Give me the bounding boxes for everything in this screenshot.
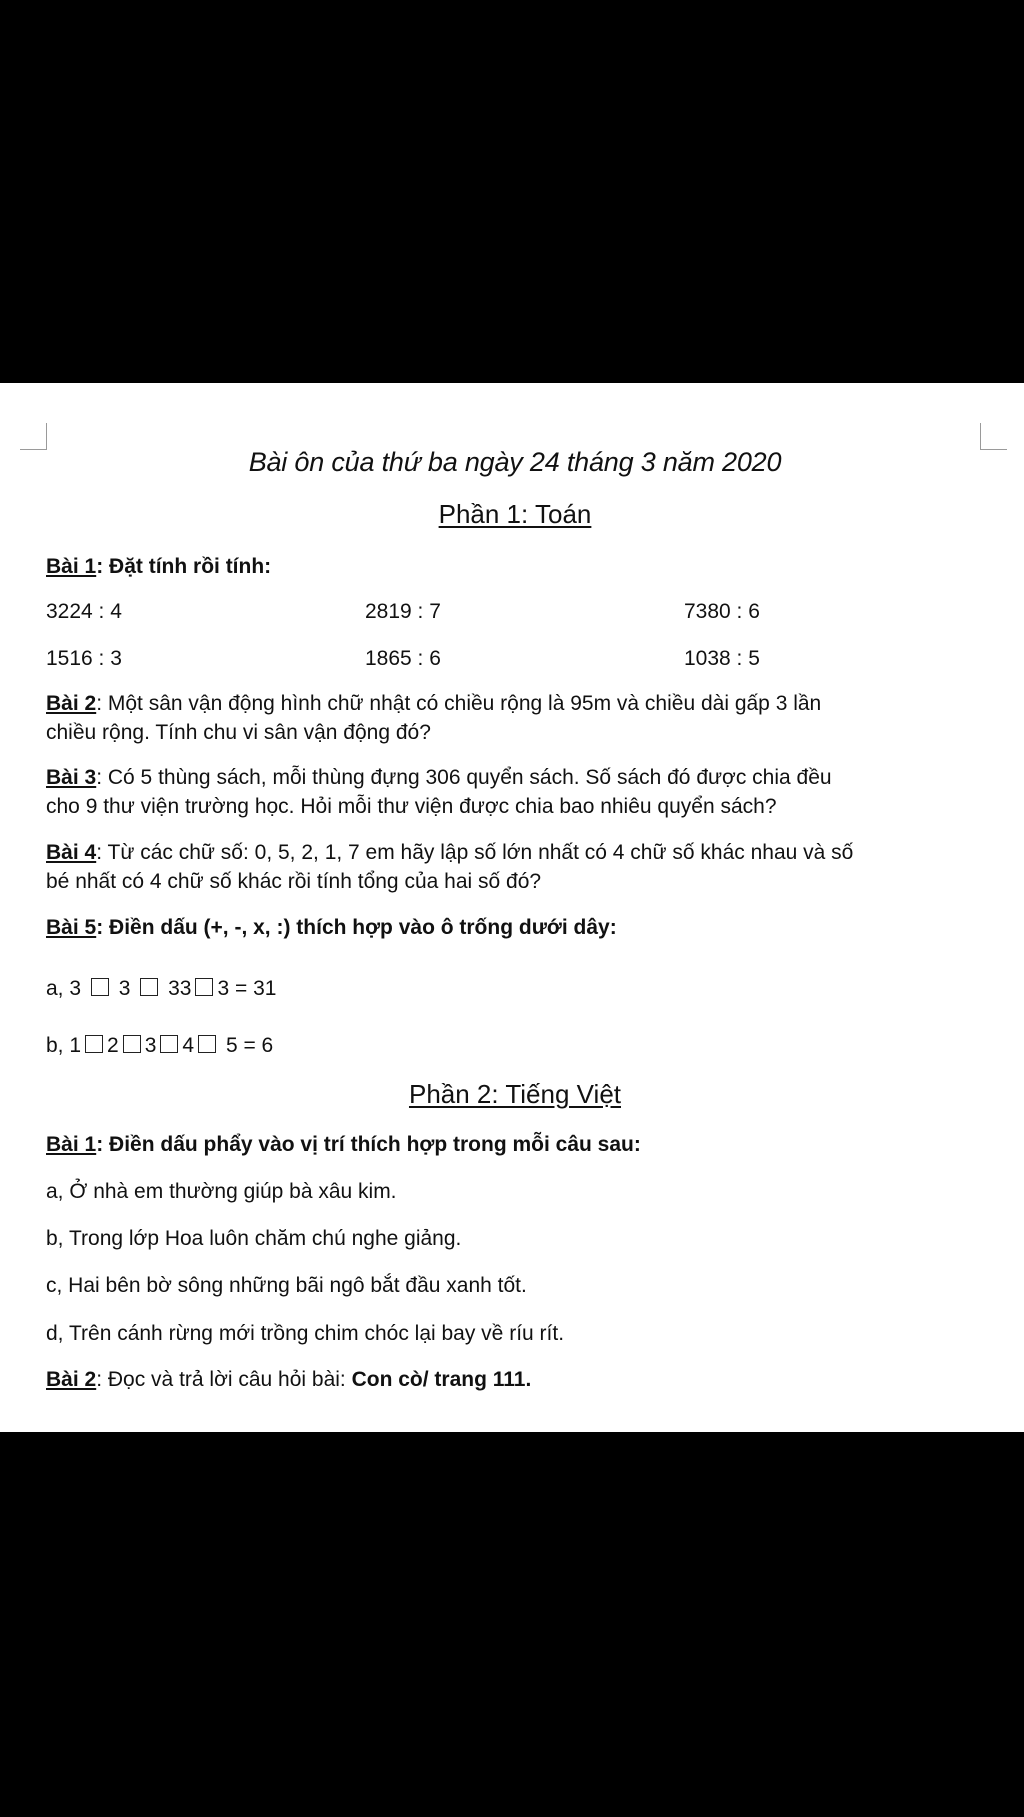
reading-title: Con cò/ trang 111. xyxy=(351,1368,532,1391)
equation-term: 33 xyxy=(168,977,192,1000)
exercise-text: : Điền dấu phẩy vào vị trí thích hợp trong mỗi câu sau: xyxy=(96,1133,641,1156)
equation-term: 3 = 31 xyxy=(217,977,277,1000)
exercise-1-math xyxy=(46,553,271,581)
exercise-text: : Từ các chữ số: 0, 5, 2, 1, 7 em hãy lập số lớn nhất có 4 chữ số khác nhau và số xyxy=(96,841,854,864)
exercise-text: : Điền dấu (+, -, x, :) thích hợp vào ô trống dưới dây: xyxy=(96,916,617,939)
document-page xyxy=(0,383,1024,1432)
equation-term: 5 = 6 xyxy=(225,1034,274,1057)
exercise-5-math xyxy=(46,914,617,942)
blank-box[interactable] xyxy=(160,1035,178,1053)
exercise-label: Bài 2 xyxy=(46,1368,97,1391)
exercise-text: : Đặt tính rồi tính: xyxy=(96,555,272,578)
division-problem: 1516 : 3 xyxy=(46,647,122,670)
exercise-2-vietnamese xyxy=(46,1366,531,1394)
sentence-item: a, Ở nhà em thường giúp bà xâu kim. xyxy=(46,1180,397,1203)
section-heading-vietnamese: Phần 2: Tiếng Việt xyxy=(408,1079,621,1109)
margin-corner-mark-right xyxy=(980,423,1007,450)
exercise-text: : Một sân vận động hình chữ nhật có chiều rộng là 95m và chiều dài gấp 3 lần xyxy=(96,692,822,715)
exercise-text-continued: cho 9 thư viện trường học. Hỏi mỗi thư viện được chia bao nhiêu quyển sách? xyxy=(46,795,777,818)
equation-term: 4 xyxy=(182,1034,195,1057)
blank-box[interactable] xyxy=(198,1035,216,1053)
exercise-label: Bài 1 xyxy=(46,1133,97,1156)
sentence-item: b, Trong lớp Hoa luôn chăm chú nghe giảng. xyxy=(46,1227,462,1250)
exercise-label: Bài 4 xyxy=(46,841,97,864)
exercise-label: Bài 5 xyxy=(46,916,97,939)
equation-term: 3 xyxy=(144,1034,157,1057)
sentence-item: c, Hai bên bờ sông những bãi ngô bắt đầu xanh tốt. xyxy=(46,1274,527,1297)
exercise-1-vietnamese xyxy=(46,1131,641,1159)
sentence-item: d, Trên cánh rừng mới trồng chim chóc lại bay về ríu rít. xyxy=(46,1322,565,1345)
blank-box[interactable] xyxy=(91,978,109,996)
exercise-3-math xyxy=(46,764,832,792)
division-problem: 2819 : 7 xyxy=(365,600,441,623)
exercise-label: Bài 1 xyxy=(46,555,97,578)
blank-box[interactable] xyxy=(140,978,158,996)
exercise-text-continued: bé nhất có 4 chữ số khác rồi tính tổng của hai số đó? xyxy=(46,870,542,893)
equation-term: a, 3 xyxy=(46,977,82,1000)
document-title: Bài ôn của thứ ba ngày 24 tháng 3 năm 2020 xyxy=(248,447,782,477)
exercise-2-math xyxy=(46,690,821,718)
equation-term: 3 xyxy=(118,977,131,1000)
exercise-text-continued: chiều rộng. Tính chu vi sân vận động đó? xyxy=(46,721,431,744)
division-problem: 1865 : 6 xyxy=(365,647,441,670)
section-heading-math: Phần 1: Toán xyxy=(438,499,592,529)
bottom-black-band xyxy=(0,1432,1024,1817)
exercise-4-math xyxy=(46,839,853,867)
top-black-band xyxy=(0,0,1024,383)
exercise-label: Bài 2 xyxy=(46,692,97,715)
equation-b xyxy=(46,1032,273,1060)
division-problem: 1038 : 5 xyxy=(684,647,760,670)
equation-term: b, 1 xyxy=(46,1034,82,1057)
division-problem: 7380 : 6 xyxy=(684,600,760,623)
blank-box[interactable] xyxy=(85,1035,103,1053)
exercise-text: : Có 5 thùng sách, mỗi thùng đựng 306 quyển sách. Số sách đó được chia đều xyxy=(96,766,832,789)
blank-box[interactable] xyxy=(123,1035,141,1053)
equation-term: 2 xyxy=(107,1034,119,1057)
division-problem: 3224 : 4 xyxy=(46,600,122,623)
blank-box[interactable] xyxy=(195,978,213,996)
exercise-text: : Đọc và trả lời câu hỏi bài: xyxy=(96,1368,352,1391)
margin-corner-mark-left xyxy=(20,423,47,450)
equation-a xyxy=(46,975,276,1003)
exercise-label: Bài 3 xyxy=(46,766,97,789)
